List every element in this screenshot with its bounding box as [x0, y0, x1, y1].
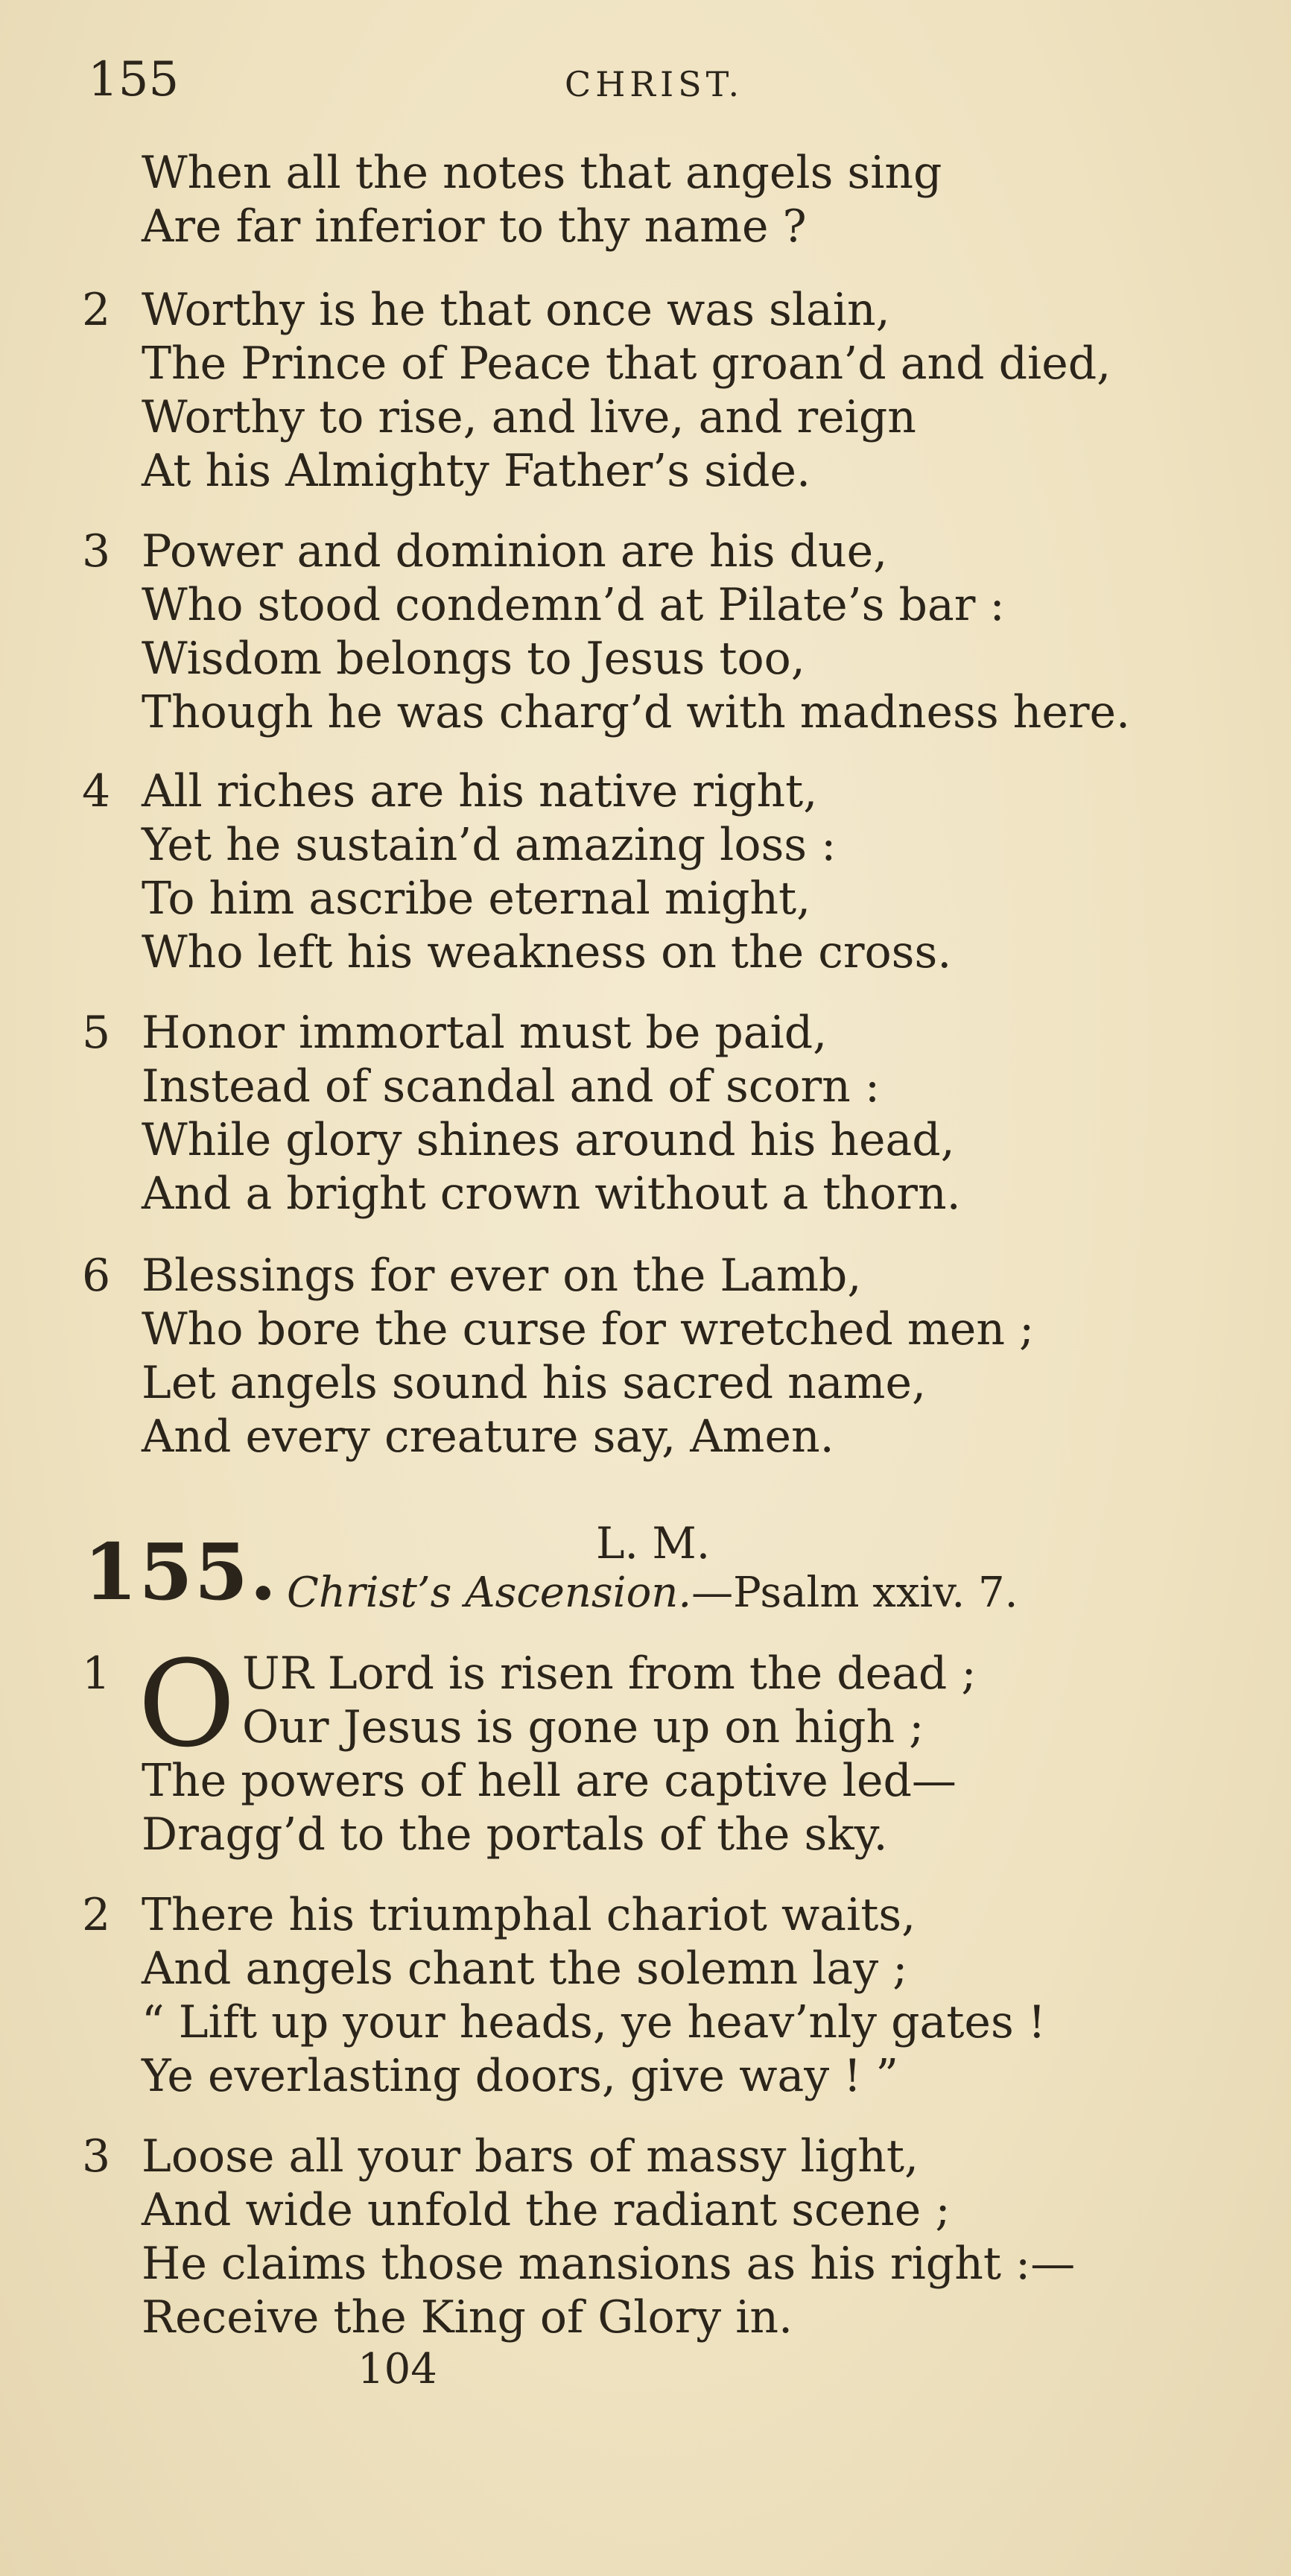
folio-number: 104	[358, 2345, 437, 2393]
verse-line: Loose all your bars of massy light,	[142, 2130, 919, 2183]
stanza-number: 4	[82, 765, 111, 817]
verse-line: Though he was charg’d with madness here.	[142, 686, 1131, 738]
verse-line: The Prince of Peace that groan’d and died,	[142, 338, 1111, 390]
hymn-meter: L. M.	[596, 1518, 711, 1569]
verse-line: The powers of hell are captive led—	[142, 1755, 957, 1807]
verse-line: Our Jesus is gone up on high ;	[242, 1701, 924, 1753]
verse-line: Who bore the curse for wretched men ;	[142, 1303, 1035, 1355]
verse-line: Let angels sound his sacred name,	[142, 1357, 927, 1409]
verse-line: And wide unfold the radiant scene ;	[142, 2184, 951, 2236]
verse-line: Dragg’d to the portals of the sky.	[142, 1808, 888, 1861]
verse-line: When all the notes that angels sing	[142, 147, 942, 199]
verse-line: There his triumphal chariot waits,	[142, 1889, 916, 1941]
verse-line: Wisdom belongs to Jesus too,	[142, 633, 805, 685]
verse-line: Are far inferior to thy name ?	[142, 200, 807, 253]
page-number: 155	[88, 52, 180, 107]
stanza-number: 3	[82, 2130, 111, 2183]
stanza-number: 2	[82, 284, 111, 336]
verse-line: While glory shines around his head,	[142, 1114, 955, 1166]
verse-line: And a bright crown without a thorn.	[142, 1168, 961, 1220]
verse-line: Who left his weakness on the cross.	[142, 926, 952, 978]
stanza-number: 3	[82, 525, 111, 577]
verse-line: Yet he sustain’d amazing loss :	[142, 819, 837, 871]
stanza-number: 2	[82, 1889, 111, 1941]
stanza-number: 1	[82, 1648, 111, 1700]
hymn-subtitle	[287, 1566, 1018, 1620]
verse-line: UR Lord is risen from the dead ;	[242, 1648, 977, 1700]
verse-line: Who stood condemn’d at Pilate’s bar :	[142, 579, 1005, 631]
hymn-number: 155.	[83, 1526, 279, 1618]
drop-cap: O	[138, 1634, 236, 1773]
verse-line: Honor immortal must be paid,	[142, 1007, 828, 1059]
verse-line: At his Almighty Father’s side.	[142, 445, 811, 497]
verse-line: Receive the King of Glory in.	[142, 2291, 793, 2344]
verse-line: Power and dominion are his due,	[142, 525, 888, 577]
running-header	[88, 46, 1203, 113]
running-title: CHRIST.	[565, 64, 744, 104]
verse-line: Instead of scandal and of scorn :	[142, 1060, 881, 1113]
verse-line: And angels chant the solemn lay ;	[142, 1943, 908, 1995]
stanza-number: 5	[82, 1007, 111, 1059]
verse-line: To him ascribe eternal might,	[142, 873, 811, 925]
verse-line: “ Lift up your heads, ye heav’nly gates !	[142, 1996, 1046, 2048]
hymn-subtitle-title: Christ’s Ascension.	[287, 1569, 692, 1617]
hymn-subtitle-reference: —Psalm xxiv. 7.	[691, 1569, 1018, 1617]
verse-line: Ye everlasting doors, give way ! ”	[142, 2050, 899, 2102]
verse-line: Worthy is he that once was slain,	[142, 284, 890, 336]
verse-line: All riches are his native right,	[142, 765, 818, 817]
verse-line: And every creature say, Amen.	[142, 1411, 834, 1463]
verse-line: Blessings for ever on the Lamb,	[142, 1250, 862, 1302]
verse-line: Worthy to rise, and live, and reign	[142, 391, 916, 443]
stanza-number: 6	[82, 1250, 111, 1302]
verse-line: He claims those mansions as his right :—	[142, 2238, 1076, 2290]
